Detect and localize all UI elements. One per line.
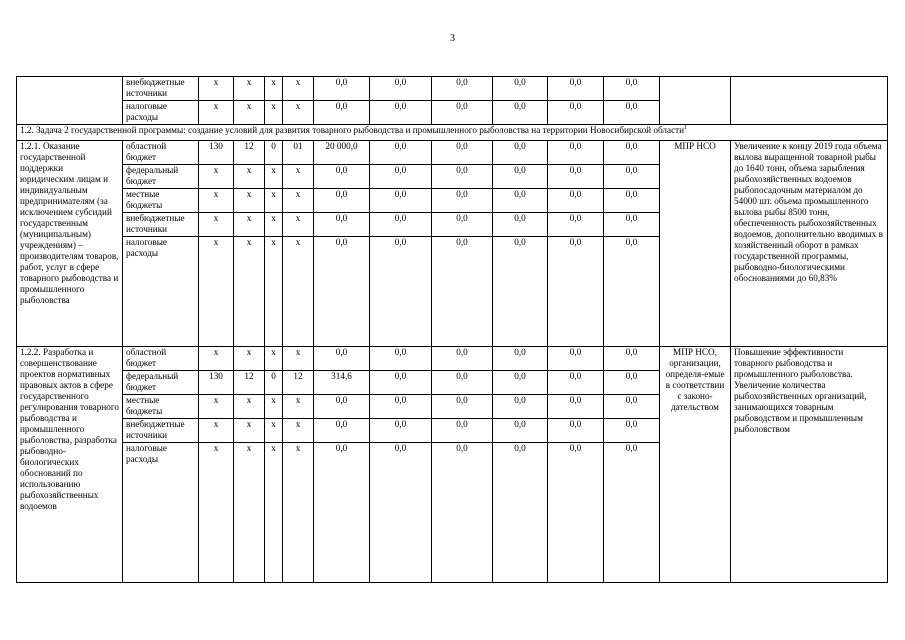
funding-source: налоговые расходы	[123, 237, 199, 347]
budget-code-cell: x	[199, 189, 234, 213]
amount-cell: 0,0	[604, 237, 660, 347]
budget-code-cell: x	[199, 165, 234, 189]
budget-code-cell: x	[265, 395, 283, 419]
amount-cell: 0,0	[370, 395, 432, 419]
amount-cell: 0,0	[548, 419, 604, 443]
amount-cell: 0,0	[604, 395, 660, 419]
amount-cell: 0,0	[432, 141, 493, 165]
amount-cell: 0,0	[548, 141, 604, 165]
budget-code-cell: x	[283, 189, 314, 213]
amount-cell: 0,0	[314, 395, 370, 419]
budget-code-cell: x	[234, 347, 265, 371]
amount-cell: 0,0	[370, 347, 432, 371]
budget-code-cell: 12	[234, 371, 265, 395]
budget-code-cell: 12	[283, 371, 314, 395]
funding-source: местные бюджеты	[123, 395, 199, 419]
amount-cell: 0,0	[432, 189, 493, 213]
amount-cell: 0,0	[493, 101, 548, 125]
footnote-mark: 1	[684, 124, 688, 131]
budget-code-cell: x	[234, 101, 265, 125]
amount-cell: 0,0	[548, 443, 604, 583]
amount-cell: 0,0	[604, 443, 660, 583]
amount-cell: 0,0	[548, 165, 604, 189]
budget-code-cell: x	[265, 77, 283, 101]
amount-cell: 0,0	[370, 371, 432, 395]
budget-code-cell: x	[199, 419, 234, 443]
budget-code-cell: x	[199, 77, 234, 101]
budget-code-cell: x	[265, 101, 283, 125]
funding-source: налоговые расходы	[123, 443, 199, 583]
budget-code-cell: x	[283, 395, 314, 419]
funding-source: областной бюджет	[123, 141, 199, 165]
amount-cell: 0,0	[432, 101, 493, 125]
amount-cell: 0,0	[604, 165, 660, 189]
amount-cell: 0,0	[604, 77, 660, 101]
funding-source: внебюджетные источники	[123, 77, 199, 101]
amount-cell: 0,0	[493, 443, 548, 583]
amount-cell: 0,0	[432, 371, 493, 395]
expected-result-cell: Увеличение к концу 2019 года объема вылова выращенной товарной рыбы до 1640 тонн, объема зарыбления рыбохозяйственных водоемов рыбопосадочным материалом до 54000 шт. объема промышленного вылова рыбы 8500 тонн, обеспеченность рыбохозяйственных водоемов, дополнительно вводимых в хозяйственный оборот в рамках государственной программы, рыбоводно-биологическими обоснованиями до 60,83%	[731, 141, 888, 347]
budget-code-cell: x	[283, 419, 314, 443]
amount-cell: 0,0	[370, 141, 432, 165]
budget-code-cell: x	[199, 213, 234, 237]
budget-code-cell: x	[199, 443, 234, 583]
budget-code-cell: x	[234, 237, 265, 347]
amount-cell: 20 000,0	[314, 141, 370, 165]
budget-code-cell: x	[283, 443, 314, 583]
amount-cell: 0,0	[432, 395, 493, 419]
budget-code-cell: x	[283, 213, 314, 237]
amount-cell: 0,0	[370, 77, 432, 101]
budget-code-cell: x	[234, 213, 265, 237]
funding-source: местные бюджеты	[123, 189, 199, 213]
amount-cell: 0,0	[604, 371, 660, 395]
budget-code-cell: x	[283, 237, 314, 347]
budget-code-cell: 0	[265, 141, 283, 165]
amount-cell: 0,0	[493, 77, 548, 101]
budget-code-cell: 130	[199, 141, 234, 165]
amount-cell: 0,0	[432, 165, 493, 189]
amount-cell: 0,0	[314, 237, 370, 347]
amount-cell: 0,0	[604, 101, 660, 125]
budget-code-cell: 12	[234, 141, 265, 165]
amount-cell: 0,0	[548, 77, 604, 101]
amount-cell: 0,0	[370, 165, 432, 189]
amount-cell: 0,0	[370, 419, 432, 443]
amount-cell: 0,0	[314, 189, 370, 213]
budget-code-cell: 0	[265, 371, 283, 395]
budget-code-cell: x	[265, 189, 283, 213]
empty-cell	[660, 77, 731, 125]
budget-code-cell: x	[234, 77, 265, 101]
budget-code-cell: x	[265, 237, 283, 347]
table-row	[17, 347, 888, 371]
budget-code-cell: x	[234, 395, 265, 419]
amount-cell: 0,0	[493, 189, 548, 213]
amount-cell: 0,0	[314, 347, 370, 371]
amount-cell: 0,0	[314, 101, 370, 125]
amount-cell: 0,0	[370, 213, 432, 237]
amount-cell: 0,0	[432, 213, 493, 237]
budget-code-cell: x	[199, 101, 234, 125]
amount-cell: 0,0	[432, 419, 493, 443]
task-heading	[17, 125, 888, 141]
empty-cell	[731, 77, 888, 125]
funding-source: областной бюджет	[123, 347, 199, 371]
budget-code-cell: x	[283, 165, 314, 189]
amount-cell: 0,0	[314, 77, 370, 101]
funding-source: федеральный бюджет	[123, 165, 199, 189]
amount-cell: 0,0	[370, 101, 432, 125]
budget-code-cell: x	[265, 213, 283, 237]
amount-cell: 0,0	[493, 141, 548, 165]
budget-code-cell: x	[234, 165, 265, 189]
amount-cell: 0,0	[548, 213, 604, 237]
budget-code-cell: x	[199, 347, 234, 371]
budget-code-cell: x	[283, 101, 314, 125]
funding-source: внебюджетные источники	[123, 419, 199, 443]
amount-cell: 0,0	[604, 141, 660, 165]
amount-cell: 0,0	[493, 419, 548, 443]
table-row	[17, 77, 888, 101]
amount-cell: 0,0	[370, 189, 432, 213]
budget-code-cell: x	[265, 419, 283, 443]
amount-cell: 0,0	[493, 347, 548, 371]
amount-cell: 0,0	[493, 237, 548, 347]
amount-cell: 0,0	[493, 165, 548, 189]
budget-code-cell: x	[234, 419, 265, 443]
page-number: 3	[450, 33, 455, 44]
amount-cell: 0,0	[432, 347, 493, 371]
amount-cell: 0,0	[370, 237, 432, 347]
amount-cell: 0,0	[314, 165, 370, 189]
amount-cell: 0,0	[314, 419, 370, 443]
expected-result-cell: Повышение эффективности товарного рыбоводства и промышленного рыболовства. Увеличение количества рыбохозяйственных организаций, занимающихся товарным рыбоводством и промышленным рыболовством	[731, 347, 888, 583]
amount-cell: 0,0	[314, 443, 370, 583]
amount-cell: 0,0	[548, 395, 604, 419]
amount-cell: 0,0	[432, 77, 493, 101]
amount-cell: 314,6	[314, 371, 370, 395]
funding-source: внебюджетные источники	[123, 213, 199, 237]
budget-code-cell: x	[265, 165, 283, 189]
budget-code-cell: x	[283, 347, 314, 371]
budget-code-cell: x	[199, 395, 234, 419]
amount-cell: 0,0	[604, 347, 660, 371]
amount-cell: 0,0	[493, 395, 548, 419]
table-row	[17, 141, 888, 165]
budget-code-cell: x	[283, 77, 314, 101]
measure-title: 1.2.2. Разработка и совершенствование проектов нормативных правовых актов в сфере государственного регулирования товарного рыбоводства и промышленного рыболовства, разработка рыбоводно-биологических обоснований по использованию рыбохозяйственных водоемов	[17, 347, 123, 583]
funding-source: федеральный бюджет	[123, 371, 199, 395]
funding-source: налоговые расходы	[123, 101, 199, 125]
budget-code-cell: x	[234, 443, 265, 583]
budget-code-cell: 01	[283, 141, 314, 165]
amount-cell: 0,0	[604, 189, 660, 213]
amount-cell: 0,0	[548, 189, 604, 213]
executor-cell: МПР НСО, организации, определя-емые в соответствии с законо-дательством	[660, 347, 731, 583]
amount-cell: 0,0	[548, 371, 604, 395]
measure-title: 1.2.1. Оказание государственной поддержки юридическим лицам и индивидуальным предпринимателям (за исключением субсидий государственным (муниципальным) учреждениям) – производителям товаров, работ, услуг в сфере товарного рыбоводства и промышленного рыболовства	[17, 141, 123, 347]
amount-cell: 0,0	[314, 213, 370, 237]
amount-cell: 0,0	[604, 419, 660, 443]
budget-code-cell: x	[265, 443, 283, 583]
task-row	[17, 125, 888, 141]
executor-cell: МПР НСО	[660, 141, 731, 347]
amount-cell: 0,0	[493, 371, 548, 395]
empty-cell	[17, 77, 123, 125]
amount-cell: 0,0	[548, 347, 604, 371]
amount-cell: 0,0	[432, 443, 493, 583]
budget-code-cell: x	[234, 189, 265, 213]
budget-code-cell: x	[265, 347, 283, 371]
task-text: 1.2. Задача 2 государственной программы: создание условий для развития товарного рыбоводства и промышленного рыболовства на территории Новосибирской области	[20, 125, 685, 135]
amount-cell: 0,0	[548, 101, 604, 125]
amount-cell: 0,0	[370, 443, 432, 583]
amount-cell: 0,0	[548, 237, 604, 347]
budget-code-cell: 130	[199, 371, 234, 395]
budget-code-cell: x	[199, 237, 234, 347]
program-table	[16, 76, 888, 583]
amount-cell: 0,0	[432, 237, 493, 347]
amount-cell: 0,0	[604, 213, 660, 237]
amount-cell: 0,0	[493, 213, 548, 237]
